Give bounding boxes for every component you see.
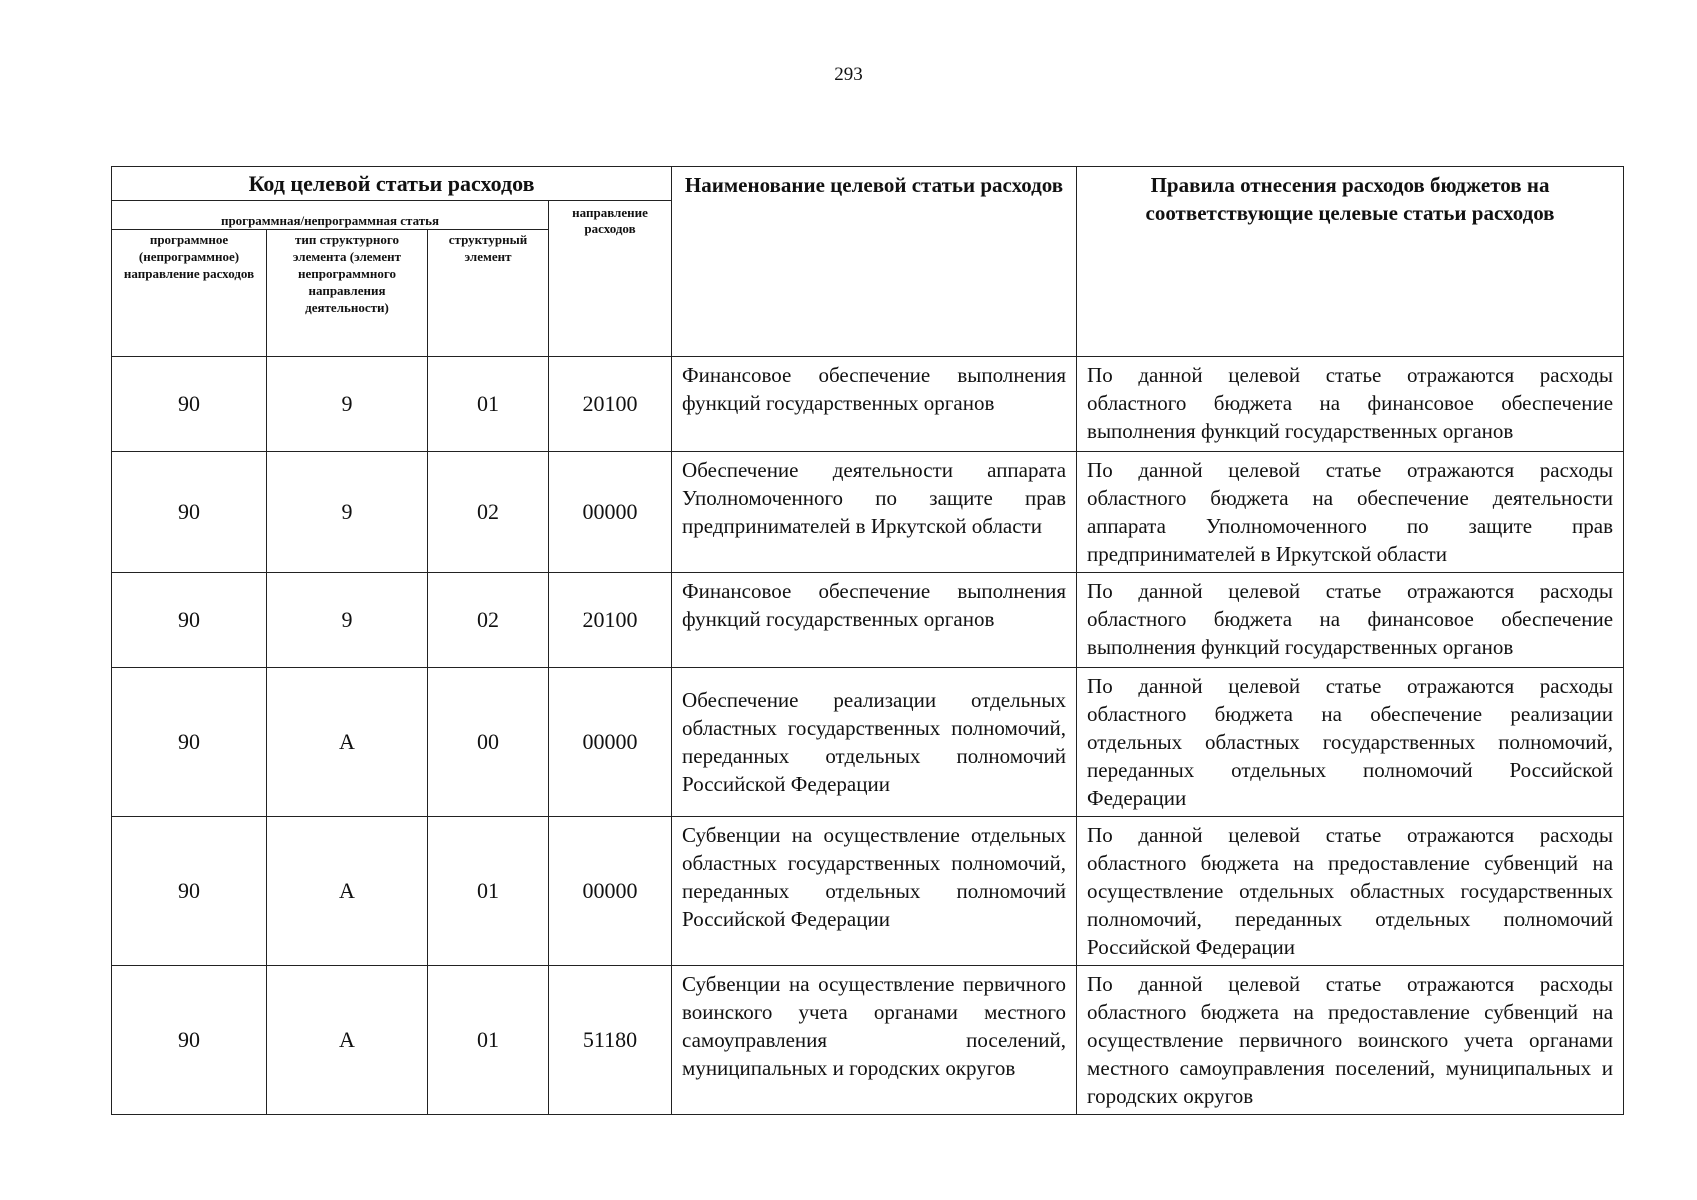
table-row [112,357,1624,452]
program-code-cell: 90 [112,452,267,573]
header-program-direction: программное (непрограммное) направление расходов [112,230,267,357]
type-code-cell: 9 [267,452,428,573]
type-code-cell: 9 [267,357,428,452]
table-row [112,817,1624,966]
article-rule-cell: По данной целевой статье отражаются расходы областного бюджета на обеспечение деятельности аппарата Уполномоченного по защите прав предпринимателей в Иркутской области [1077,452,1624,573]
header-structural-type: тип структурного элемента (элемент непрограммного направления деятельности) [267,230,428,357]
table-row [112,573,1624,668]
element-code-cell: 01 [428,357,549,452]
article-name-cell: Обеспечение деятельности аппарата Уполномоченного по защите прав предпринимателей в Иркутской области [672,452,1077,573]
table-row [112,966,1624,1115]
article-rule-cell: По данной целевой статье отражаются расходы областного бюджета на финансовое обеспечение выполнения функций государственных органов [1077,357,1624,452]
header-code-title: Код целевой статьи расходов [112,167,672,201]
program-code-cell: 90 [112,966,267,1115]
article-rule-cell: По данной целевой статье отражаются расходы областного бюджета на обеспечение реализации отдельных областных государственных полномочий, переданных отдельных полномочий Российской Федерации [1077,668,1624,817]
article-name-cell: Финансовое обеспечение выполнения функций государственных органов [672,573,1077,668]
type-code-cell: А [267,966,428,1115]
page-number: 293 [834,64,863,85]
article-rule-cell: По данной целевой статье отражаются расходы областного бюджета на предоставление субвенций на осуществление отдельных областных государственных полномочий, переданных отдельных полномочий Российской Федерации [1077,817,1624,966]
program-code-cell: 90 [112,817,267,966]
article-name-cell: Финансовое обеспечение выполнения функций государственных органов [672,357,1077,452]
direction-code-cell: 00000 [549,817,672,966]
type-code-cell: А [267,668,428,817]
header-rules-title: Правила отнесения расходов бюджетов на соответствующие целевые статьи расходов [1077,167,1624,357]
article-rule-cell: По данной целевой статье отражаются расходы областного бюджета на предоставление субвенций на осуществление первичного воинского учета органами местного самоуправления поселений, муниципальных и городских округов [1077,966,1624,1115]
article-rule-cell: По данной целевой статье отражаются расходы областного бюджета на финансовое обеспечение выполнения функций государственных органов [1077,573,1624,668]
element-code-cell: 00 [428,668,549,817]
direction-code-cell: 51180 [549,966,672,1115]
element-code-cell: 02 [428,573,549,668]
type-code-cell: А [267,817,428,966]
direction-code-cell: 00000 [549,668,672,817]
table-row [112,452,1624,573]
program-code-cell: 90 [112,668,267,817]
direction-code-cell: 00000 [549,452,672,573]
header-direction: направление расходов [549,201,672,357]
element-code-cell: 01 [428,817,549,966]
budget-target-articles-table [111,166,1624,1115]
article-name-cell: Субвенции на осуществление первичного воинского учета органами местного самоуправления поселений, муниципальных и городских округов [672,966,1077,1115]
header-name-title: Наименование целевой статьи расходов [672,167,1077,357]
program-code-cell: 90 [112,573,267,668]
direction-code-cell: 20100 [549,573,672,668]
element-code-cell: 01 [428,966,549,1115]
program-code-cell: 90 [112,357,267,452]
header-structural-element: структурный элемент [428,230,549,357]
article-name-cell: Субвенции на осуществление отдельных областных государственных полномочий, переданных отдельных полномочий Российской Федерации [672,817,1077,966]
type-code-cell: 9 [267,573,428,668]
direction-code-cell: 20100 [549,357,672,452]
header-program-article: программная/непрограммная статья [112,201,549,230]
table-row [112,668,1624,817]
element-code-cell: 02 [428,452,549,573]
article-name-cell: Обеспечение реализации отдельных областных государственных полномочий, переданных отдельных полномочий Российской Федерации [672,668,1077,817]
